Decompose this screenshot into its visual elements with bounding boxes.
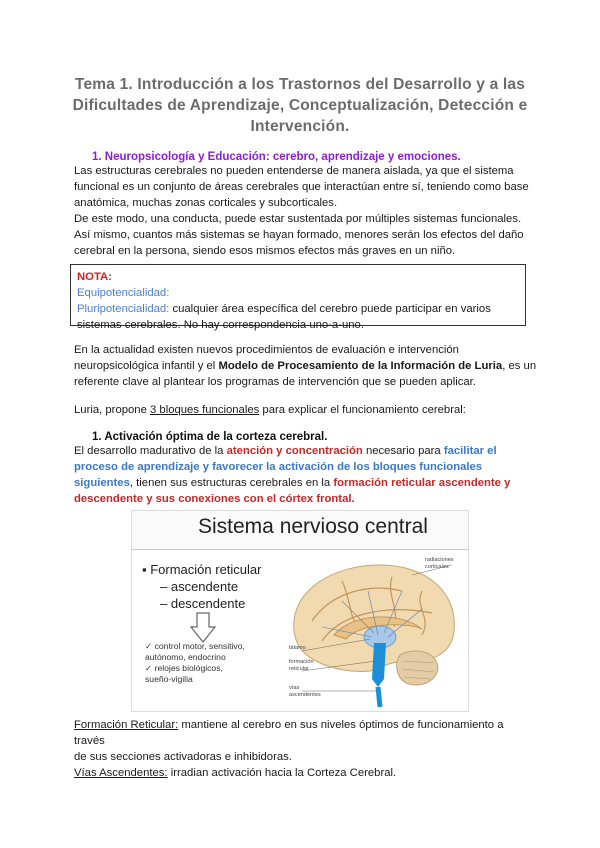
- paragraph-line: de sus secciones activadoras e inhibidoras.: [74, 751, 292, 763]
- page-title: [70, 74, 530, 137]
- paragraph-line: [74, 475, 530, 491]
- down-arrow-icon: [188, 611, 218, 645]
- nota-box: [70, 264, 526, 331]
- text-run: Luria, propone: [74, 404, 150, 416]
- brain-label-text: ascendentes: [289, 691, 321, 698]
- brain-label-text: radiaciones: [425, 557, 454, 563]
- paragraph-line: Las estructuras cerebrales no pueden entenderse de manera aislada, ya que el sistema: [74, 165, 514, 177]
- text-run: necesario para: [362, 445, 444, 457]
- figure-check-item: autónomo, endocrino: [145, 652, 226, 662]
- highlight-red: formación reticular ascendente y: [333, 477, 511, 489]
- atencion-term: atención y concentración: [226, 445, 363, 457]
- figure-checklist: [145, 641, 245, 685]
- brain-label-text: corticales: [425, 563, 449, 570]
- section-heading-activacion: 1. Activación óptima de la corteza cerebral.: [92, 431, 328, 443]
- figure-sub-item: – descendente: [160, 596, 246, 611]
- brain-label-text: reticular: [289, 665, 309, 672]
- luria-intro-paragraph: [74, 342, 537, 390]
- section-heading-neuropsicologia: 1. Neuropsicología y Educación: cerebro, aprendizaje y emociones.: [92, 151, 461, 163]
- luria-model-name: Modelo de Procesamiento de la Información de Luria: [218, 360, 503, 372]
- nota-label: NOTA:: [77, 271, 112, 283]
- formacion-reticular-term: Formación Reticular:: [74, 719, 179, 731]
- pluripotencialidad-definition: cualquier área específica del cerebro puede participar en varios: [169, 303, 491, 315]
- text-run: para explicar el funcionamiento cerebral:: [259, 404, 466, 416]
- label-talamo: tálamo: [289, 645, 306, 651]
- figure-check-item: sueño-vigilia: [145, 674, 193, 684]
- section1-body: [74, 163, 529, 259]
- paragraph-line: En la actualidad existen nuevos procedimientos de evaluación e intervención: [74, 344, 459, 356]
- highlight-blue: siguientes: [74, 477, 130, 489]
- equipotencialidad-term: Equipotencialidad:: [77, 287, 170, 299]
- pluripotencialidad-term: Pluripotencialidad:: [77, 303, 170, 315]
- text-run: neuropsicológica infantil y el: [74, 360, 219, 372]
- figure-check-item: ✓ control motor, sensitivo,: [145, 641, 245, 651]
- paragraph-line: referente clave al plantear los programas de intervención que se pueden aplicar.: [74, 376, 476, 388]
- text-run: El desarrollo madurativo de la: [74, 445, 227, 457]
- activacion-paragraph: [74, 443, 530, 507]
- definitions-paragraph: [74, 717, 530, 781]
- paragraph-line: cerebral en la persona, siendo esos mismos efectos más graves en un niño.: [74, 245, 456, 257]
- paragraph-line: anatómica, muchas zonas corticales y subcorticales.: [74, 197, 338, 209]
- figure-bullet-list: [142, 561, 261, 612]
- paragraph-line: [74, 358, 537, 374]
- text-run: irradian activación hacia la Corteza Cerebral.: [167, 767, 397, 779]
- paragraph-line: [74, 443, 530, 459]
- nota-line-3: sistemas cerebrales. No hay correspondencia uno-a-uno.: [77, 319, 364, 331]
- figure-bullet: ▪ Formación reticular: [142, 562, 262, 577]
- brain-label-text: vías: [289, 685, 300, 691]
- title-line-2: Dificultades de Aprendizaje, Conceptualización, Detección e: [72, 97, 528, 114]
- figure-title: Sistema nervioso central: [198, 515, 428, 538]
- paragraph-line: [74, 765, 530, 781]
- figure-sub-item: – ascendente: [160, 579, 239, 594]
- figure-check-item: ✓ relojes biológicos,: [145, 663, 223, 673]
- title-line-3: Intervención.: [250, 118, 350, 135]
- paragraph-line: Así mismo, cuantos más sistemas se hayan formado, menores serán los efectos del daño: [74, 229, 524, 241]
- pluripotencialidad-line: [77, 301, 519, 317]
- figure-title-bar: [132, 511, 468, 550]
- highlight-blue: facilitar el: [443, 445, 497, 457]
- luria-blocks-paragraph: [74, 402, 466, 418]
- text-run: , es un: [502, 360, 537, 372]
- highlight-red: descendente y sus conexiones con el córtex frontal.: [74, 493, 355, 505]
- label-radiaciones-corticales: [425, 557, 454, 570]
- brain-label-text: formación: [289, 659, 314, 665]
- text-run: , tienen sus estructuras cerebrales en la: [129, 477, 334, 489]
- label-vias-ascendentes: [289, 685, 321, 698]
- paragraph-line: funcional es un conjunto de áreas cerebrales que interactúan entre sí, teniendo como base: [74, 181, 529, 193]
- paragraph-line: De este modo, una conducta, puede estar sustentada por múltiples sistemas funcionales.: [74, 213, 522, 225]
- bloques-funcionales-term: 3 bloques funcionales: [150, 404, 260, 416]
- sistema-nervioso-figure: [131, 510, 469, 712]
- text-run: mantiene al cerebro en sus niveles óptimos de funcionamiento a través: [74, 719, 504, 747]
- highlight-blue: proceso de aprendizaje y favorecer la activación de los bloques funcionales: [74, 461, 483, 473]
- title-line-1: Tema 1. Introducción a los Trastornos del Desarrollo y a las: [74, 76, 526, 93]
- paragraph-line: [74, 717, 530, 749]
- vias-ascendentes-term: Vías Ascendentes:: [74, 767, 168, 779]
- label-formacion-reticular: [289, 659, 314, 672]
